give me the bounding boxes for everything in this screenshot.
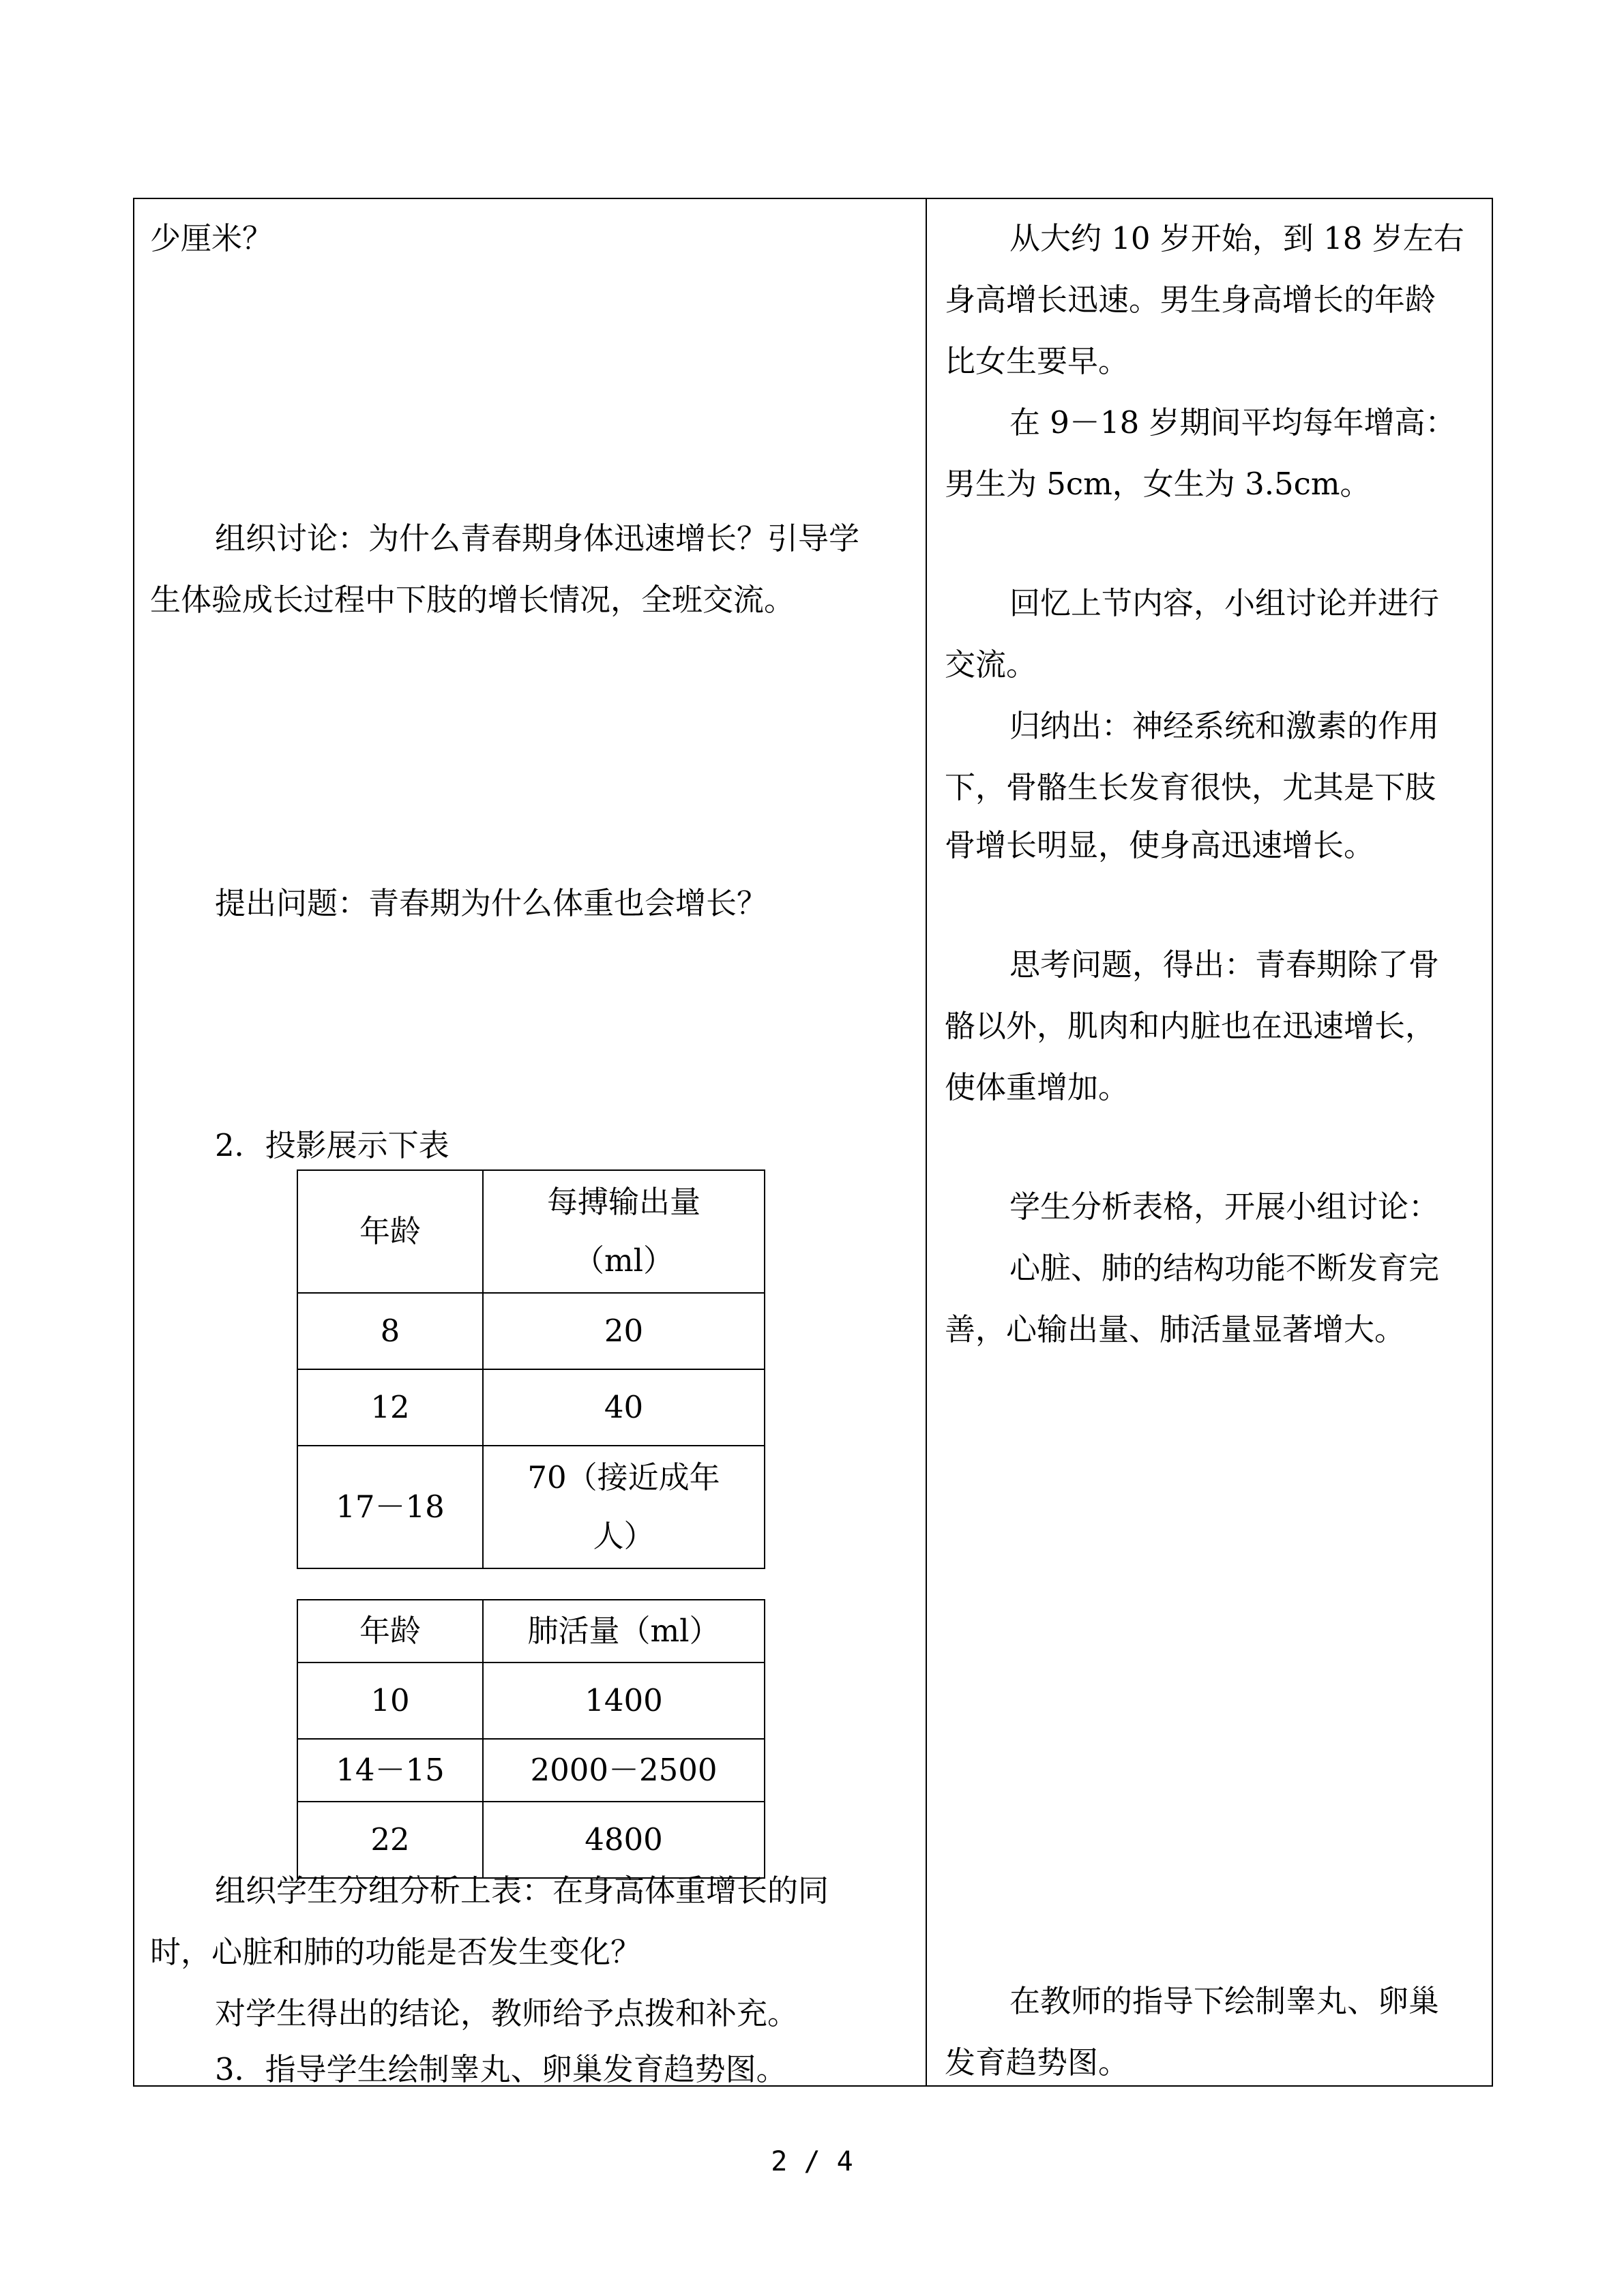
right-paragraph-1-line-3: 比女生要早。: [945, 343, 1130, 379]
table-header-cell: 年龄: [297, 1170, 483, 1293]
right-paragraph-1-line-2: 身高增长迅速。男生身高增长的年龄: [945, 282, 1436, 318]
table-cell: 10: [297, 1663, 483, 1739]
right-paragraph-2-line-2: 男生为 5cm，女生为 3.5cm。: [945, 466, 1371, 502]
left-paragraph-6: 对学生得出的结论，教师给予点拨和补充。: [215, 1995, 799, 2031]
table-cell: 12: [297, 1369, 483, 1446]
table-cell: 4800: [483, 1802, 765, 1878]
right-paragraph-7-line-1: 在教师的指导下绘制睾丸、卵巢: [1009, 1983, 1440, 2019]
table-cell: 14－15: [297, 1739, 483, 1802]
table-row: [297, 1369, 765, 1446]
left-paragraph-7: 3．指导学生绘制睾丸、卵巢发育趋势图。: [215, 2051, 787, 2087]
column-divider: [926, 198, 927, 2087]
left-paragraph-5-line-1: 组织学生分组分析上表：在身高体重增长的同: [215, 1873, 829, 1909]
table-row: [297, 1600, 765, 1663]
table-cell-text: 70（接近成年人）: [527, 1459, 720, 1554]
table-cell: 40: [483, 1369, 765, 1446]
table-row: [297, 1739, 765, 1802]
table-cell: [483, 1446, 765, 1568]
right-paragraph-6-line-2: 心脏、肺的结构功能不断发育完: [1009, 1250, 1440, 1286]
right-paragraph-4-line-3: 骨增长明显，使身高迅速增长。: [945, 827, 1375, 863]
table-header-cell: 年龄: [297, 1600, 483, 1663]
table-row: [297, 1293, 765, 1369]
table-cell: 22: [297, 1802, 483, 1878]
table-cell: 1400: [483, 1663, 765, 1739]
table-cell: 2000－2500: [483, 1739, 765, 1802]
right-paragraph-3-line-2: 交流。: [945, 646, 1037, 683]
right-paragraph-4-line-1: 归纳出：神经系统和激素的作用: [1009, 708, 1440, 744]
page-number: 2 / 4: [771, 2146, 853, 2177]
right-paragraph-2-line-1: 在 9－18 岁期间平均每年增高：: [1009, 404, 1456, 441]
table-cell: 17－18: [297, 1446, 483, 1568]
right-paragraph-5-line-3: 使体重增加。: [945, 1069, 1130, 1105]
right-paragraph-5-line-1: 思考问题，得出：青春期除了骨: [1009, 946, 1440, 983]
left-paragraph-5-line-2: 时，心脏和肺的功能是否发生变化？: [150, 1934, 642, 1970]
right-paragraph-6-line-1: 学生分析表格，开展小组讨论：: [1009, 1189, 1440, 1225]
right-paragraph-1-line-1: 从大约 10 岁开始，到 18 岁左右: [1009, 220, 1464, 256]
stroke-volume-table: [297, 1169, 765, 1569]
table-header-cell: [483, 1170, 765, 1293]
table-row: [297, 1170, 765, 1293]
left-paragraph-1: 少厘米？: [150, 220, 274, 256]
left-paragraph-3: 提出问题：青春期为什么体重也会增长？: [215, 885, 768, 921]
left-paragraph-2-line-2: 生体验成长过程中下肢的增长情况，全班交流。: [150, 582, 795, 618]
right-paragraph-5-line-2: 骼以外，肌肉和内脏也在迅速增长，: [945, 1008, 1436, 1044]
left-paragraph-4: 2．投影展示下表: [215, 1127, 449, 1163]
right-paragraph-4-line-2: 下，骨骼生长发育很快，尤其是下肢: [945, 769, 1436, 805]
table-row: [297, 1663, 765, 1739]
table-header-text: 每搏输出量（ml）: [546, 1184, 700, 1279]
left-paragraph-2-line-1: 组织讨论：为什么青春期身体迅速增长？引导学: [215, 520, 860, 556]
table-header-cell: 肺活量（ml）: [483, 1600, 765, 1663]
right-paragraph-3-line-1: 回忆上节内容，小组讨论并进行: [1009, 585, 1440, 621]
table-cell: 20: [483, 1293, 765, 1369]
right-paragraph-7-line-2: 发育趋势图。: [945, 2044, 1130, 2081]
table-row: [297, 1446, 765, 1568]
lung-capacity-table: [297, 1599, 765, 1879]
table-cell: 8: [297, 1293, 483, 1369]
right-paragraph-6-line-3: 善，心输出量、肺活量显著增大。: [945, 1311, 1406, 1347]
